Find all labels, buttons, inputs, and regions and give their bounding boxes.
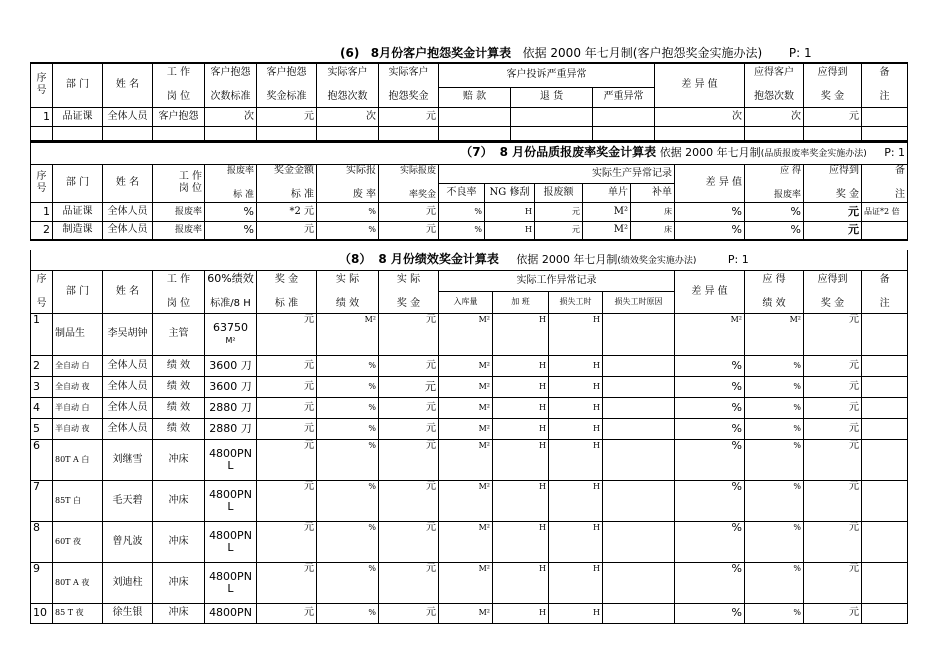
performance-bonus-table — [30, 250, 908, 624]
actual-complaint-count-header: 实际客户 抱怨次数 — [317, 63, 379, 107]
work-anomaly-group-header: 实际工作异常记录 — [439, 270, 675, 291]
table-row: 7 85T 白 毛天碧 冲床 4800PN L 元 % 元 M² H H % % 元 — [31, 480, 908, 521]
expected-bonus-header: 应得到 奖 金 — [804, 63, 862, 107]
scrap-std-header: 报废率 标 准 — [205, 164, 257, 202]
table-row: 4 半自动 白 全体人员 绩 效 2880 刀 元 % 元 M² H H % % 元 — [31, 397, 908, 418]
name-header: 姓 名 — [103, 270, 153, 313]
table-row: 10 85 T 夜 徐生银 冲床 4800PN 元 % 元 M² H H % % 元 — [31, 603, 908, 623]
expected-scrap-header: 应 得 报废率 — [745, 164, 804, 202]
dept-header: 部 门 — [53, 270, 103, 313]
expected-perf-header: 应 得 绩 效 — [745, 270, 804, 313]
diff-header: 差 异 值 — [675, 270, 745, 313]
table-row: 1 品证课 全体人员 客户抱怨 次 元 次 元 次 次 元 — [31, 107, 908, 126]
defect-rate-header: 不良率 — [439, 183, 485, 202]
bonus-std-header: 奖 金 标 准 — [257, 270, 317, 313]
dept-header: 部 门 — [53, 164, 103, 202]
actual-complaint-bonus-header: 实际客户 抱怨奖金 — [379, 63, 439, 107]
compensation-header: 赔 款 — [439, 87, 511, 107]
expected-complaint-count-header: 应得客户 抱怨次数 — [745, 63, 804, 107]
table-row: 2 全自动 白 全体人员 绩 效 3600 刀 元 % 元 M² H H % % 元 — [31, 355, 908, 376]
table-row: 1 品证课 全体人员 报废率 % *2 元 % 元 % H 元 M² 床 % % 元 品证*2 倍 — [31, 202, 908, 221]
reorder-header: 补单 — [631, 183, 675, 202]
inbound-qty-header: 入库量 — [439, 291, 493, 313]
table7-title: （7） 8 月份品质报废率奖金计算表 依据 2000 年七月制(品质报废率奖金实施办法) P: 1 — [31, 142, 908, 164]
perf-std-header: 60%绩效 标准/8 H — [205, 270, 257, 313]
table-row: 2 制造课 全体人员 报废率 % 元 % 元 % H 元 M² 床 % % 元 — [31, 221, 908, 240]
complaint-count-std-header: 客户抱怨 次数标准 — [205, 63, 257, 107]
serious-complaint-group-header: 客户投诉严重异常 — [439, 63, 655, 87]
name-header: 姓 名 — [103, 164, 153, 202]
serious-anomaly-header: 严重异常 — [593, 87, 655, 107]
seq-header: 序 号 — [31, 164, 53, 202]
name-header: 姓 名 — [103, 63, 153, 107]
note-header: 备 注 — [862, 164, 908, 202]
table-row: 1 制品生 李吴胡钟 主管 63750 M² 元 M² 元 M² H H M² M² 元 — [31, 313, 908, 355]
position-header: 工 作 岗 位 — [153, 63, 205, 107]
note-header: 备 注 — [862, 270, 908, 313]
production-anomaly-group-header: 实际生产异常记录 — [439, 164, 675, 183]
seq-header: 序 号 — [31, 63, 53, 107]
table-row: 3 全自动 夜 全体人员 绩 效 3600 刀 元 % 元 M² H H % % 元 — [31, 376, 908, 397]
table-row: 9 80T A 夜 刘迪柱 冲床 4800PN L 元 % 元 M² H H % % 元 — [31, 562, 908, 603]
complaint-bonus-std-header: 客户抱怨 奖金标准 — [257, 63, 317, 107]
position-header: 工 作 岗 位 — [153, 164, 205, 202]
table6-title: (6) 8月份客户抱怨奖金计算表 依据 2000 年七月制(客户抱怨奖金实施办法) P: 1 — [340, 46, 812, 60]
actual-perf-header: 实 际 绩 效 — [317, 270, 379, 313]
diff-header: 差 异 值 — [655, 63, 745, 107]
diff-header: 差 异 值 — [675, 164, 745, 202]
overtime-header: 加 班 — [493, 291, 549, 313]
actual-scrap-header: 实际报 废 率 — [317, 164, 379, 202]
scrap-amount-header: 报废额 — [535, 183, 583, 202]
lost-hours-header: 损失工时 — [549, 291, 603, 313]
actual-bonus-header: 实 际 奖 金 — [379, 270, 439, 313]
note-header: 备 注 — [862, 63, 908, 107]
actual-scrap-bonus-header: 实际报废 率奖金 — [379, 164, 439, 202]
expected-bonus-header: 应得到 奖 金 — [804, 164, 862, 202]
seq-header: 序 号 — [31, 270, 53, 313]
single-piece-header: 单片 — [583, 183, 631, 202]
return-header: 退 货 — [511, 87, 593, 107]
expected-bonus-header: 应得到 奖 金 — [804, 270, 862, 313]
customer-complaint-table — [30, 62, 908, 141]
table8-title: （8） 8 月份绩效奖金计算表 依据 2000 年七月制(绩效奖金实施办法) P: 1 — [31, 250, 908, 270]
bonus-amount-std-header: 奖金金额 标 准 — [257, 164, 317, 202]
table-row: 6 80T A 白 刘继雪 冲床 4800PN L 元 % 元 M² H H % % 元 — [31, 439, 908, 480]
scrap-rate-table — [30, 141, 908, 241]
table-row: 5 半自动 夜 全体人员 绩 效 2880 刀 元 % 元 M² H H % % 元 — [31, 418, 908, 439]
table-row: 8 60T 夜 曾凡波 冲床 4800PN L 元 % 元 M² H H % % 元 — [31, 521, 908, 562]
dept-header: 部 门 — [53, 63, 103, 107]
position-header: 工 作 岗 位 — [153, 270, 205, 313]
lost-hours-reason-header: 损失工时原因 — [603, 291, 675, 313]
ng-repair-header: NG 修刮 — [485, 183, 535, 202]
